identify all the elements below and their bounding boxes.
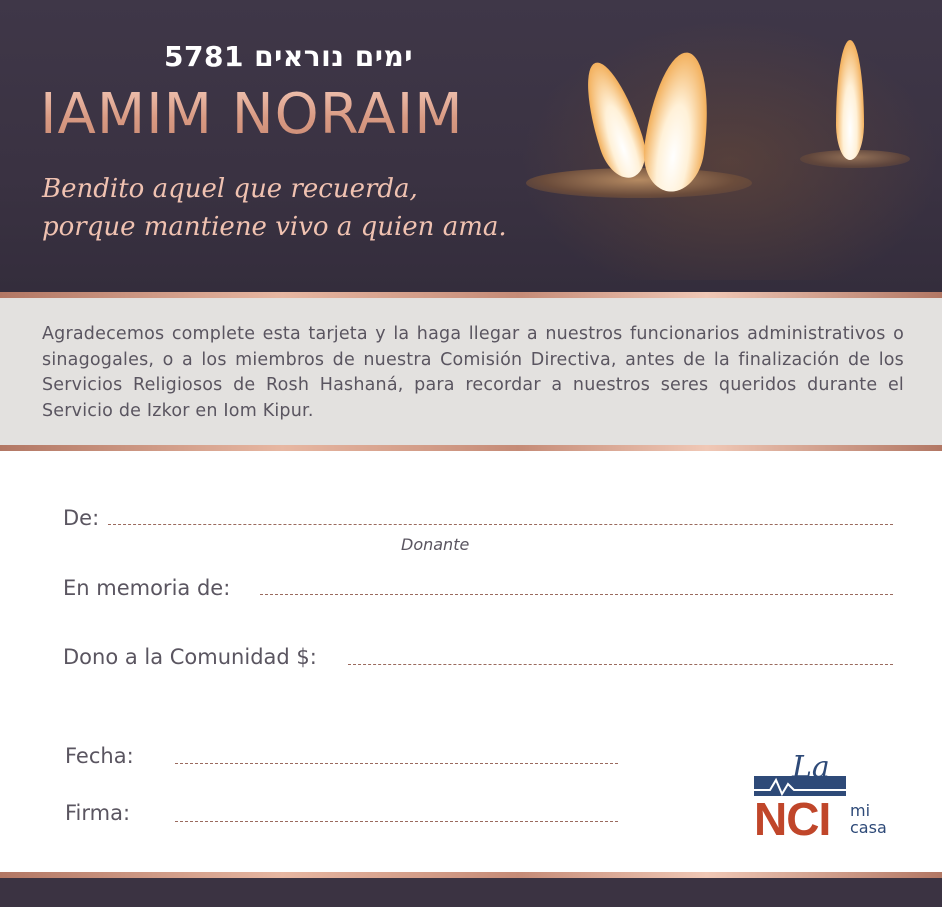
logo-nci: NCI (754, 793, 831, 845)
dono-field[interactable] (348, 664, 893, 665)
logo-la: La (792, 750, 830, 785)
page-title: IAMIM NORAIM (40, 82, 464, 147)
quote-line-1: Bendito aquel que recuerda, (42, 174, 418, 204)
footer-bar (0, 878, 942, 907)
rose-gold-band-bottom (0, 445, 942, 451)
dono-label: Dono a la Comunidad $: (63, 645, 317, 669)
logo-micasa (850, 802, 887, 836)
de-label: De: (63, 506, 100, 530)
memoria-label: En memoria de: (63, 576, 231, 600)
fecha-label: Fecha: (65, 744, 134, 768)
logo-mi: mi (850, 801, 871, 820)
logo-casa: casa (850, 818, 887, 837)
quote-line-2: porque mantiene vivo a quien ama. (42, 212, 507, 242)
de-field[interactable] (108, 524, 893, 525)
hebrew-title: ימים נוראים 5781 (164, 40, 413, 73)
firma-label: Firma: (65, 801, 131, 825)
header-banner (0, 0, 942, 292)
donante-sublabel: Donante (401, 535, 470, 554)
firma-field[interactable] (175, 821, 618, 822)
nci-logo (754, 750, 904, 846)
fecha-field[interactable] (175, 763, 618, 764)
info-panel (0, 298, 942, 445)
info-text: Agradecemos complete esta tarjeta y la haga llegar a nuestros funcionarios administrativos o sinagogales, o a los miembros de nuestra Comisión Directiva, antes de la finalización de los Servicios Religiosos de Rosh Hashaná, para recordar a nuestros seres queridos durante el Servicio de Izkor en Iom Kipur. (42, 324, 904, 421)
memoria-field[interactable] (260, 594, 893, 595)
